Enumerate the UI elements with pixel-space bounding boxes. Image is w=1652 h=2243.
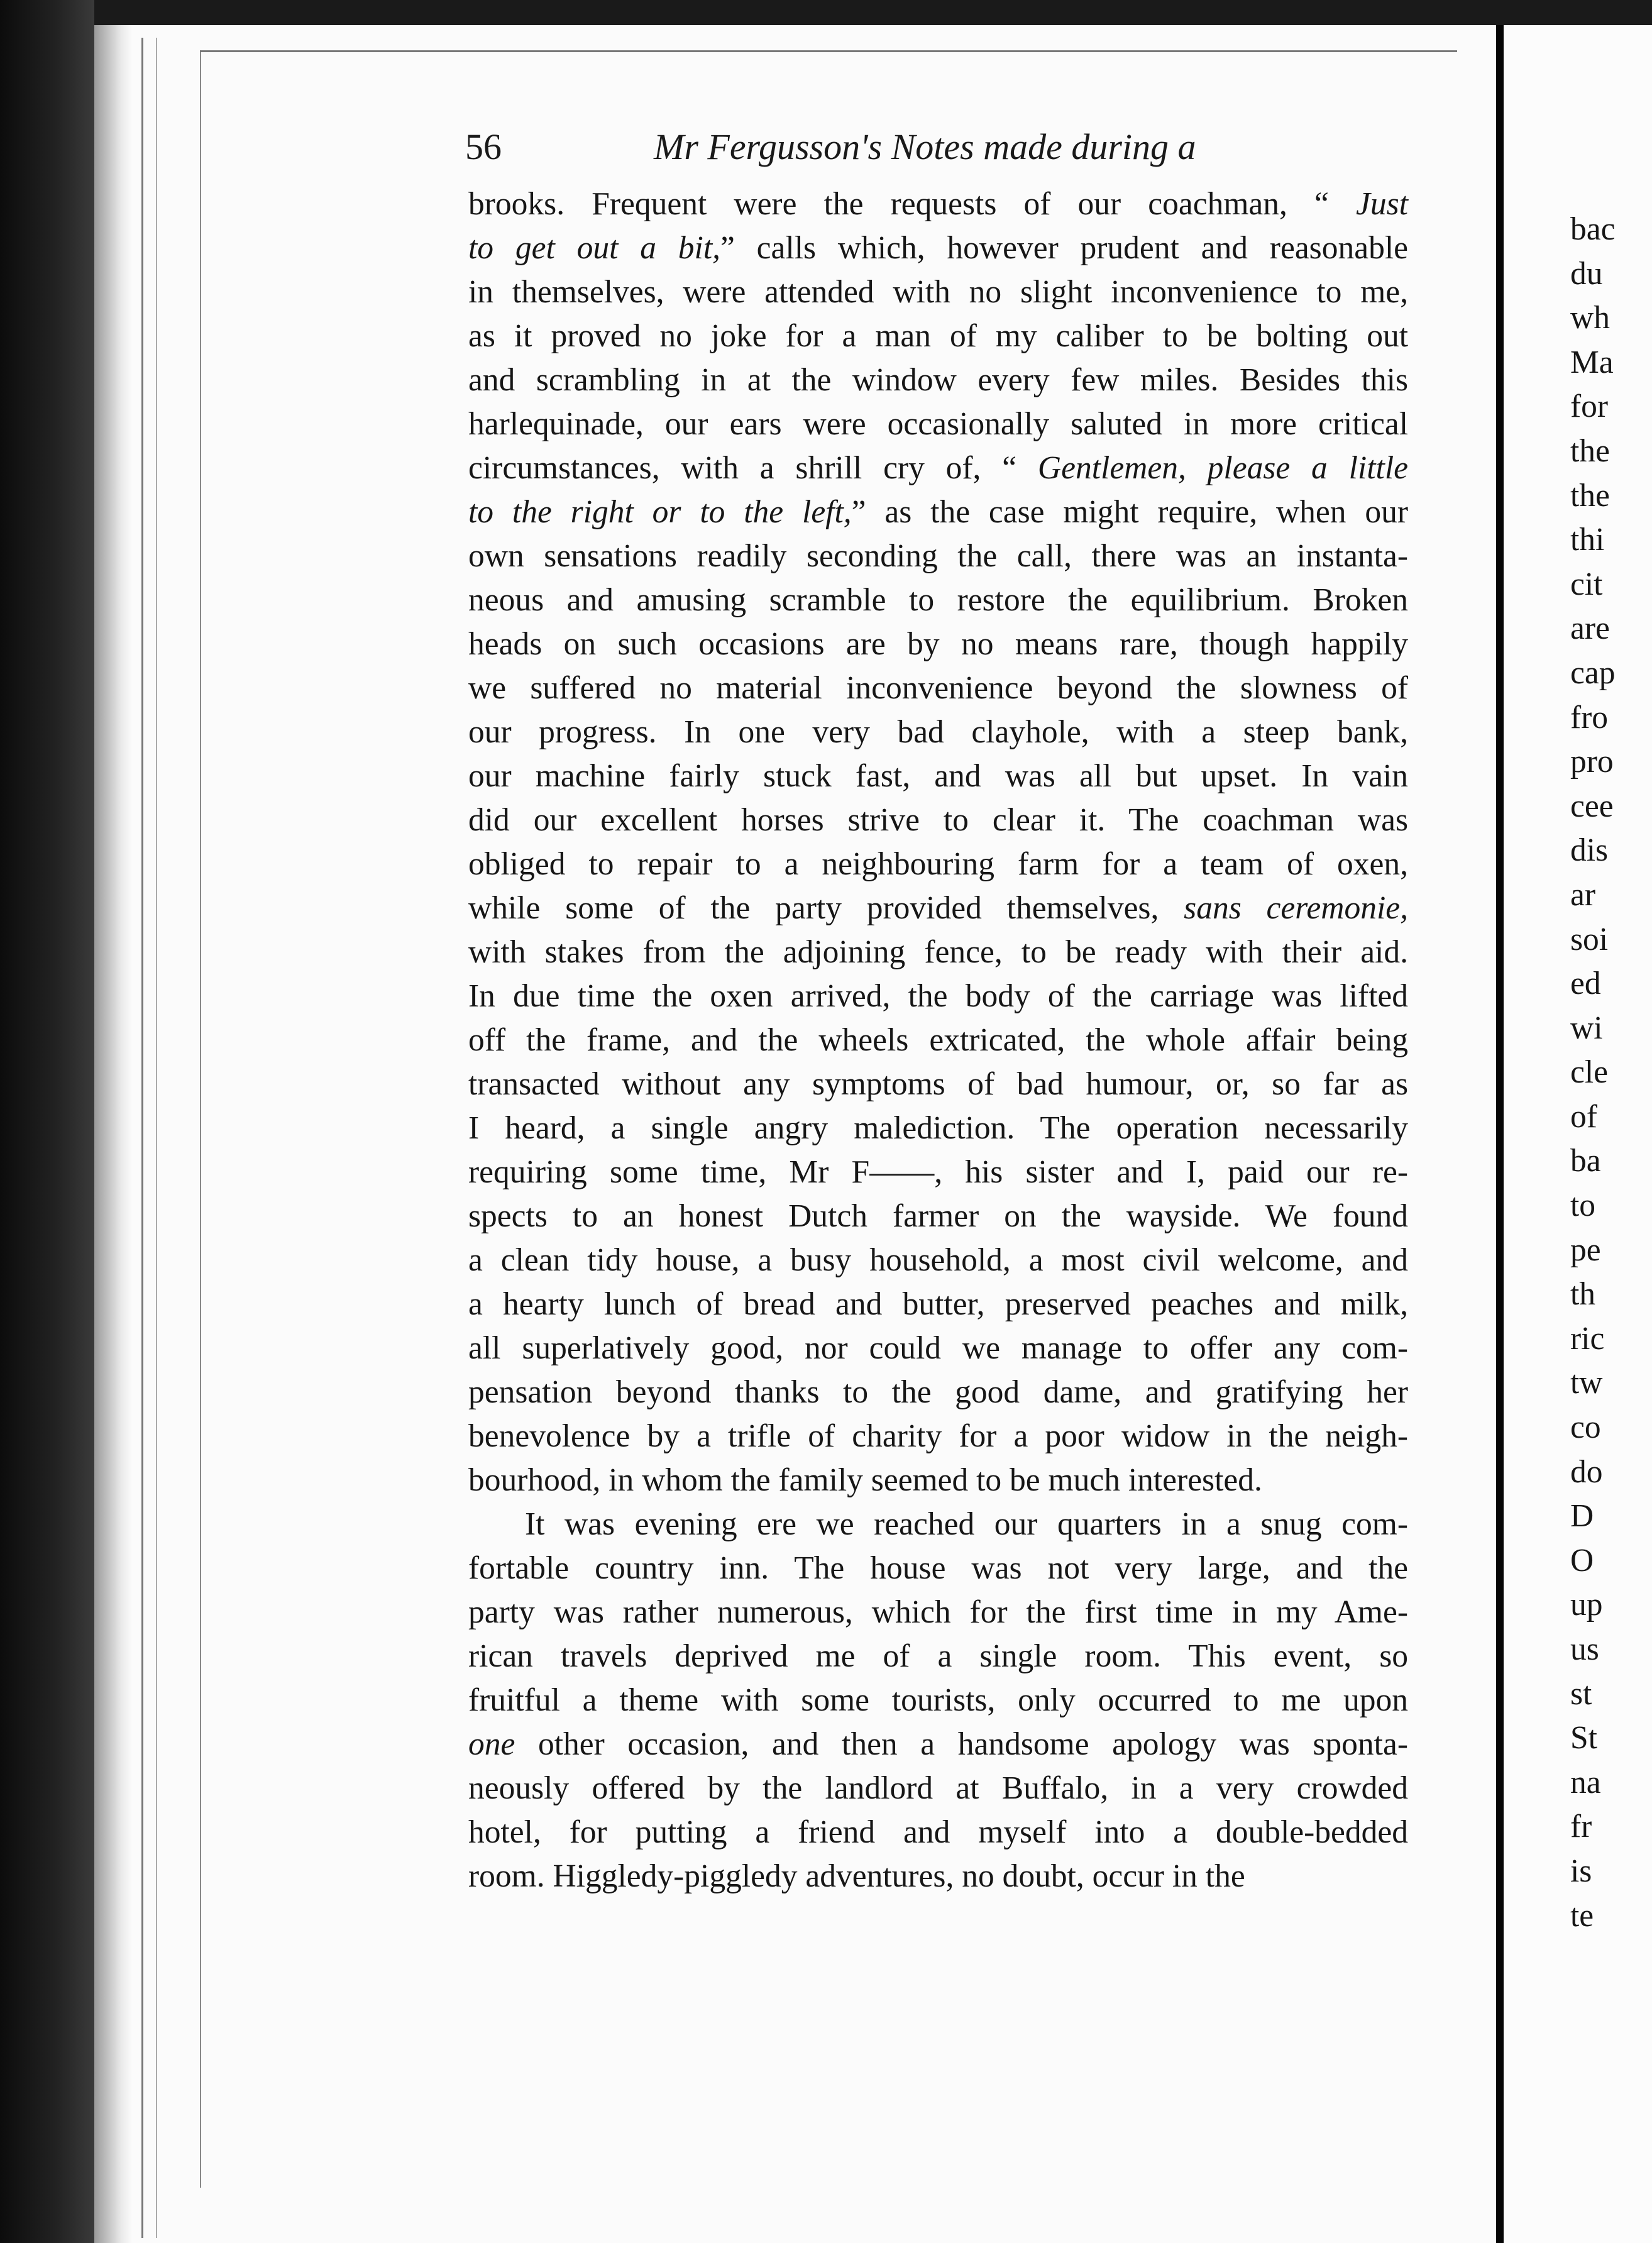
right-page-fragment: of [1570, 1098, 1597, 1135]
page-number: 56 [465, 126, 502, 167]
right-page-fragment: th [1570, 1276, 1596, 1313]
text-line: It was evening ere we reached our quarters in a snug com- [525, 1506, 1408, 1542]
text-line: room. Higgledy-piggledy adventures, no doubt, occur in the [468, 1858, 1245, 1894]
text-line: rican travels deprived me of a single room. This event, so [468, 1638, 1408, 1674]
page-inner-edge [200, 50, 201, 2188]
text-line: circumstances, with a shrill cry of, “ Gentlemen, please a little [468, 450, 1408, 486]
right-page-fragment: are [1570, 610, 1610, 647]
text-line: to get out a bit,” calls which, however prudent and reasonable [468, 230, 1408, 266]
text-line: heads on such occasions are by no means rare, though happily [468, 626, 1408, 662]
right-page-fragment: wh [1570, 300, 1610, 336]
right-page-fragment: ed [1570, 966, 1601, 1002]
right-page-fragment: fro [1570, 699, 1609, 736]
text-line: hotel, for putting a friend and myself into a double-bedded [468, 1814, 1408, 1850]
text-line: neously offered by the landlord at Buffalo, in a very crowded [468, 1770, 1408, 1806]
text-line: as it proved no joke for a man of my caliber to be bolting out [468, 318, 1408, 354]
text-line: our machine fairly stuck fast, and was all but upset. In vain [468, 758, 1408, 794]
right-page-fragment: pro [1570, 744, 1614, 780]
page-edge-lines [141, 38, 157, 2238]
right-page-fragment: fr [1570, 1809, 1592, 1845]
right-page-fragment: ric [1570, 1320, 1605, 1357]
text-line: spects to an honest Dutch farmer on the wayside. We found [468, 1198, 1408, 1234]
text-line: our progress. In one very bad clayhole, with a steep bank, [468, 714, 1408, 750]
right-page-fragment: st [1570, 1675, 1592, 1712]
right-page-fragment: tw [1570, 1365, 1603, 1401]
book-gutter [1496, 25, 1504, 2243]
right-page-fragment: soi [1570, 921, 1609, 957]
right-page-fragment: do [1570, 1453, 1603, 1490]
right-page-fragment: ar [1570, 876, 1596, 913]
right-page-fragment: O [1570, 1542, 1594, 1579]
body-text [468, 182, 1408, 1899]
running-title: Mr Fergusson's Notes made during a [654, 126, 1196, 167]
right-page-fragment: for [1570, 389, 1609, 425]
text-line: while some of the party provided themselves, sans ceremonie, [468, 890, 1408, 926]
right-page-fragment: D [1570, 1498, 1594, 1535]
right-page-fragment: pe [1570, 1232, 1601, 1268]
right-page-fragment: cap [1570, 654, 1616, 691]
right-page-fragment: cee [1570, 788, 1614, 824]
text-line: fortable country inn. The house was not very large, and the [468, 1550, 1408, 1586]
text-line: In due time the oxen arrived, the body of the carriage was lifted [468, 978, 1408, 1014]
text-line: I heard, a single angry malediction. The operation necessarily [468, 1110, 1408, 1146]
text-line: neous and amusing scramble to restore the equilibrium. Broken [468, 582, 1408, 618]
text-line: harlequinade, our ears were occasionally saluted in more critical [468, 406, 1408, 442]
right-page-fragment: wi [1570, 1010, 1603, 1046]
right-page-fragment: cle [1570, 1054, 1609, 1091]
right-page-fragment: dis [1570, 832, 1609, 869]
text-line: pensation beyond thanks to the good dame, and gratifying her [468, 1374, 1408, 1410]
text-line: one other occasion, and then a handsome apology was sponta- [468, 1726, 1408, 1762]
right-page-text-fragments [1570, 207, 1652, 1938]
text-line: brooks. Frequent were the requests of our coachman, “ Just [468, 186, 1408, 222]
right-page-fragment: the [1570, 433, 1610, 469]
text-line: bourhood, in whom the family seemed to be much interested. [468, 1462, 1262, 1498]
text-line: own sensations readily seconding the call, there was an instanta- [468, 538, 1408, 574]
right-page-fragment: bac [1570, 211, 1616, 247]
text-line: obliged to repair to a neighbouring farm for a team of oxen, [468, 846, 1408, 882]
right-page-fragment: to [1570, 1188, 1596, 1224]
running-header [465, 126, 1414, 176]
right-page-fragment: is [1570, 1853, 1592, 1889]
right-page-fragment: cit [1570, 566, 1603, 602]
text-line: we suffered no material inconvenience beyond the slowness of [468, 670, 1408, 706]
right-page-fragment: thi [1570, 522, 1605, 558]
right-page-fragment: us [1570, 1631, 1599, 1667]
text-line: fruitful a theme with some tourists, only occurred to me upon [468, 1682, 1408, 1718]
page-top-edge [200, 50, 1457, 52]
right-page-fragment: ba [1570, 1143, 1601, 1179]
right-page-fragment: du [1570, 255, 1603, 292]
text-line: and scrambling in at the window every few miles. Besides this [468, 362, 1408, 398]
text-line: all superlatively good, nor could we manage to offer any com- [468, 1330, 1408, 1366]
text-line: benevolence by a trifle of charity for a poor widow in the neigh- [468, 1418, 1408, 1454]
text-line: transacted without any symptoms of bad humour, or, so far as [468, 1066, 1408, 1102]
text-line: with stakes from the adjoining fence, to be ready with their aid. [468, 934, 1408, 970]
right-page-fragment: Ma [1570, 344, 1614, 380]
text-line: a hearty lunch of bread and butter, preserved peaches and milk, [468, 1286, 1408, 1322]
right-page-fragment: co [1570, 1409, 1601, 1446]
scanner-left-edge [0, 0, 94, 2243]
right-page-fragment: na [1570, 1764, 1601, 1800]
text-line: did our excellent horses strive to clear it. The coachman was [468, 802, 1408, 838]
right-page-fragment: the [1570, 477, 1610, 514]
text-line: a clean tidy house, a busy household, a most civil welcome, and [468, 1242, 1408, 1278]
text-line: requiring some time, Mr F——, his sister and I, paid our re- [468, 1154, 1408, 1190]
right-page-fragment: te [1570, 1897, 1594, 1934]
text-line: party was rather numerous, which for the first time in my Ame- [468, 1594, 1408, 1630]
page-shadow [94, 25, 132, 2243]
right-page-fragment: up [1570, 1587, 1603, 1623]
text-line: off the frame, and the wheels extricated, the whole affair being [468, 1022, 1408, 1058]
right-page-fragment: St [1570, 1720, 1597, 1756]
text-line: to the right or to the left,” as the case might require, when our [468, 494, 1408, 530]
text-line: in themselves, were attended with no slight inconvenience to me, [468, 274, 1408, 310]
